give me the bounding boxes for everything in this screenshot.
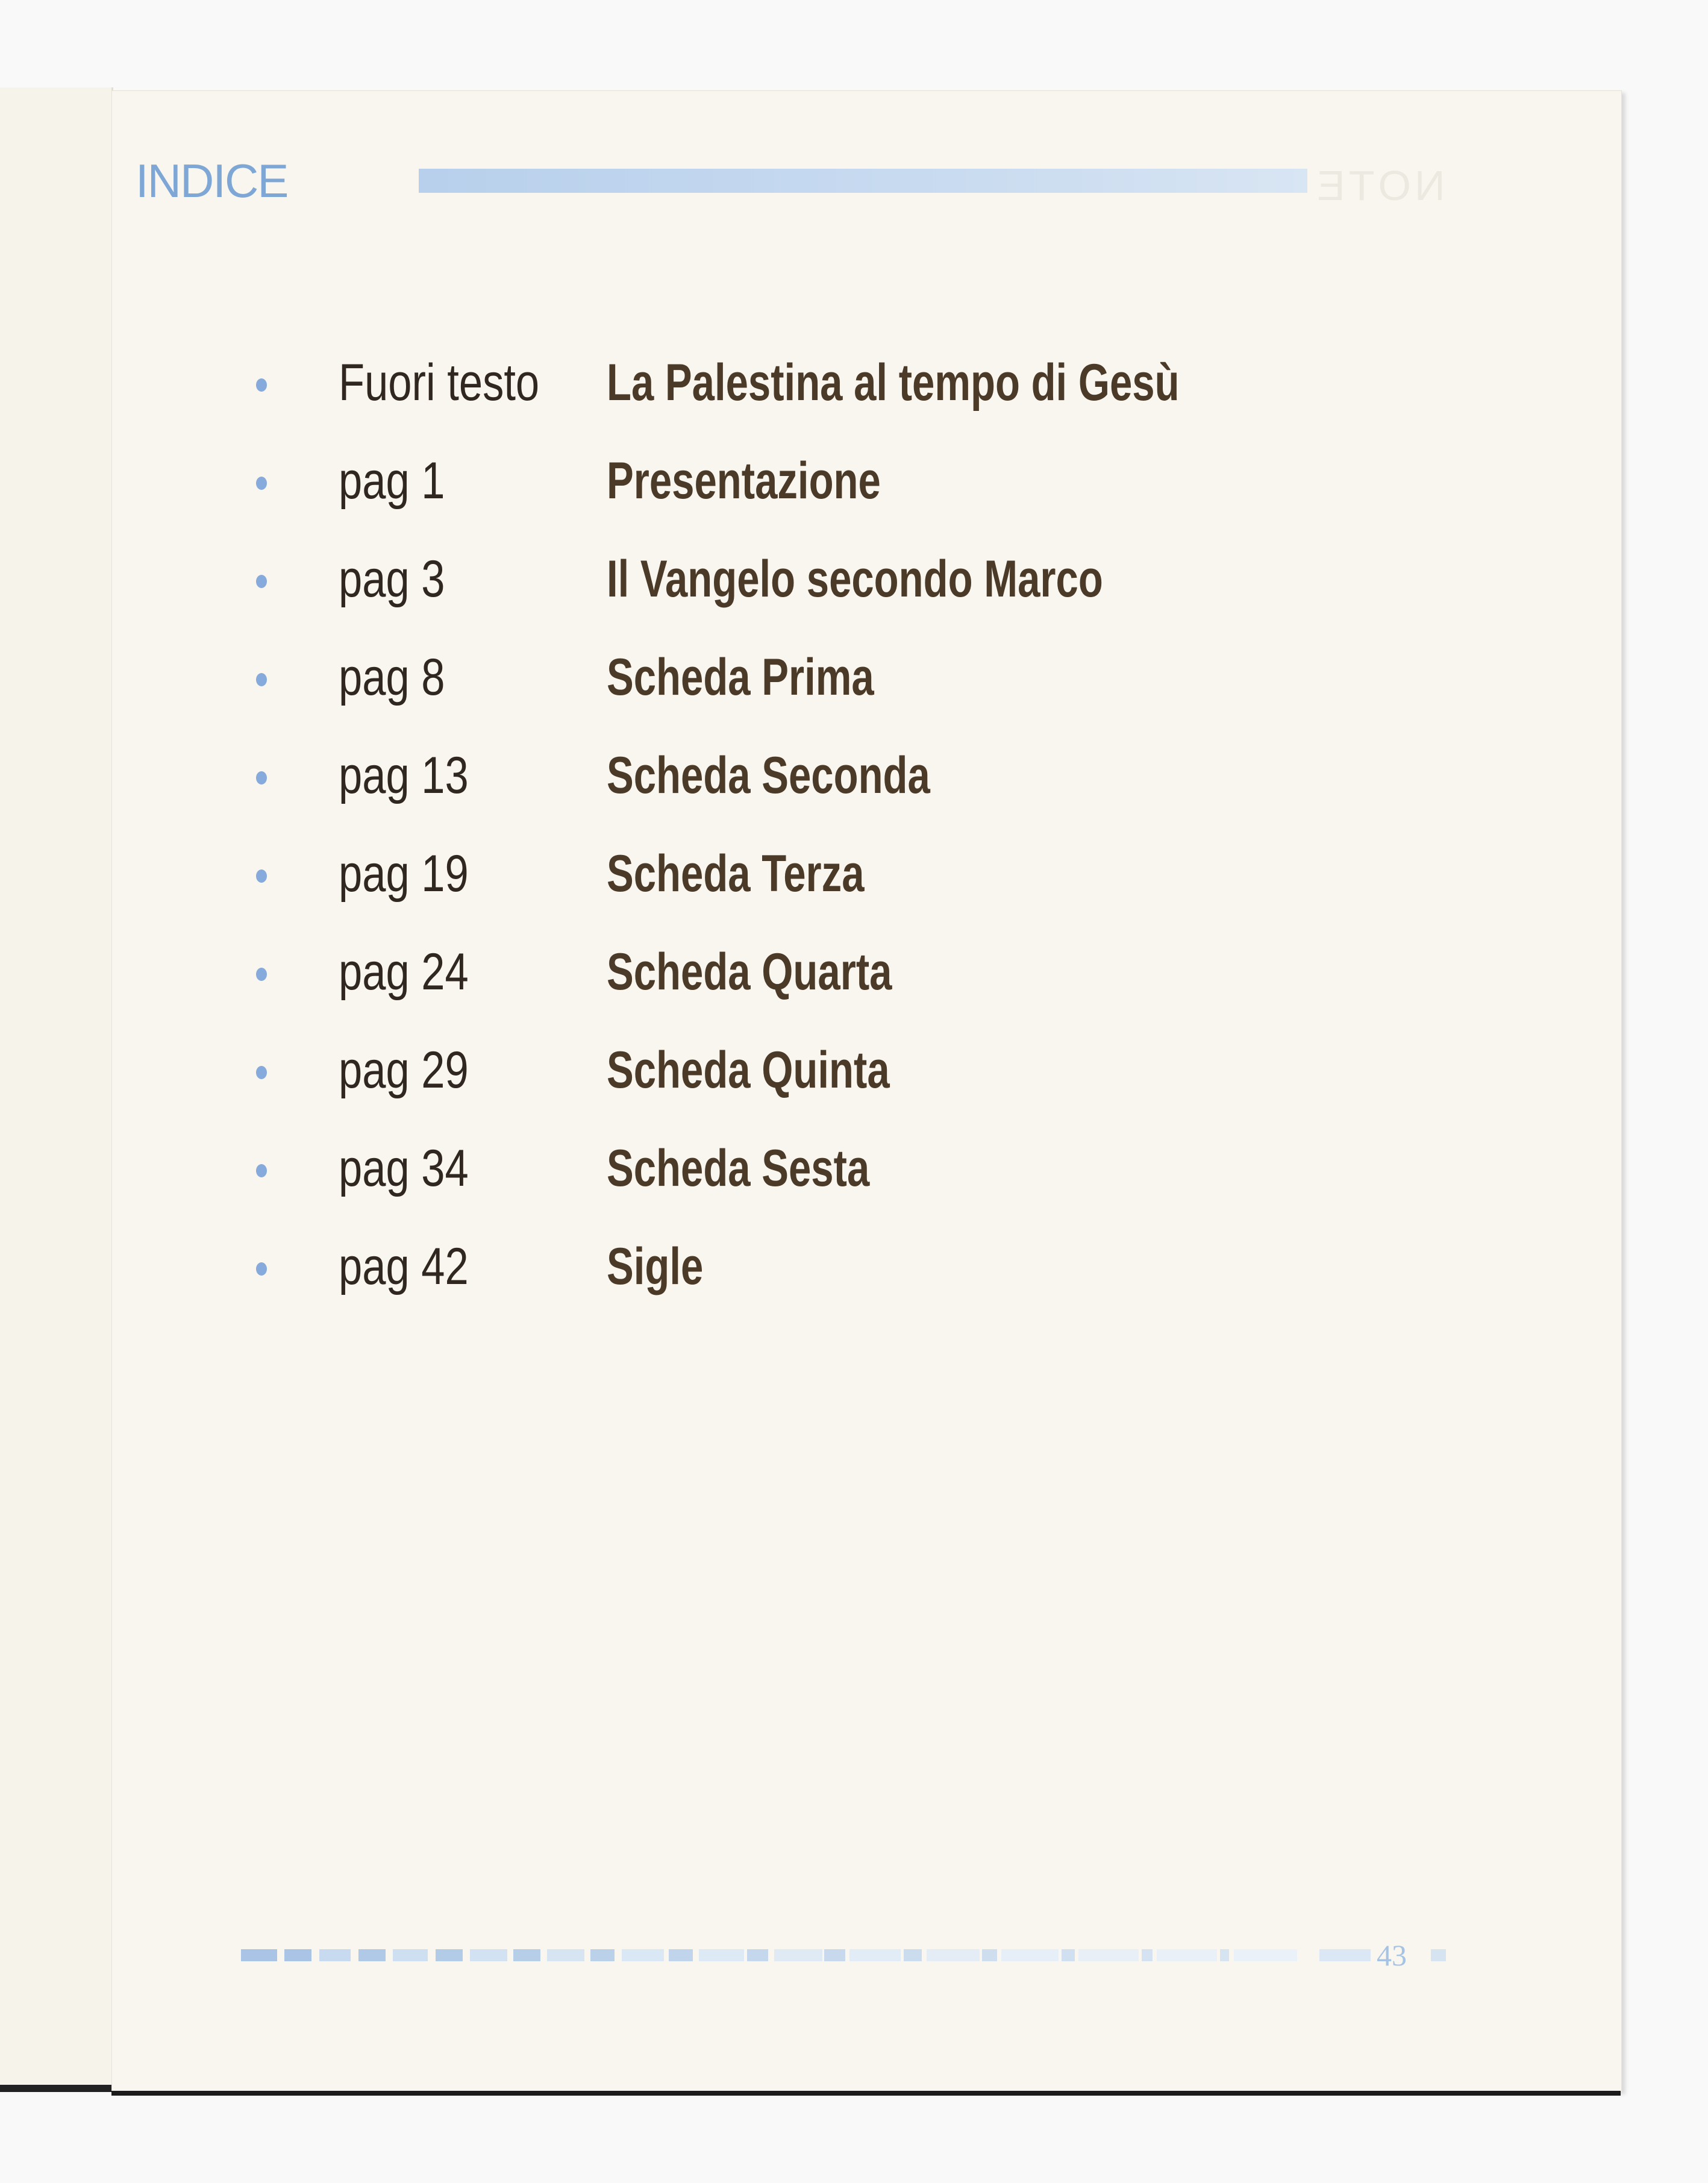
footer-segment: [982, 1949, 997, 1961]
entry-title: Presentazione: [607, 452, 881, 510]
index-entry: [229, 632, 1434, 730]
entry-title: Scheda Terza: [607, 845, 865, 903]
bullet-icon: [256, 1066, 267, 1079]
entry-page-ref: Fuori testo: [339, 354, 540, 412]
page-bottom-edge: [111, 2091, 1621, 2096]
footer-segment: [1157, 1949, 1217, 1961]
index-header: [136, 151, 1461, 211]
index-entry: [229, 436, 1434, 534]
footer-segment: [513, 1949, 540, 1961]
footer-bar: [241, 1938, 1470, 1972]
footer-segment: [927, 1949, 980, 1961]
entry-page-ref: pag 19: [339, 845, 469, 903]
footer-segment: [774, 1949, 822, 1961]
entry-title: Il Vangelo secondo Marco: [607, 550, 1103, 608]
bullet-icon: [256, 869, 267, 883]
entry-page-ref: pag 42: [339, 1238, 469, 1295]
index-entry: [229, 927, 1434, 1025]
entry-title: Scheda Seconda: [607, 747, 930, 804]
bullet-icon: [256, 378, 267, 392]
footer-segment: [1062, 1949, 1075, 1961]
footer-segment: [699, 1949, 744, 1961]
footer-segment: [1234, 1949, 1297, 1961]
index-entry: [229, 730, 1434, 828]
bullet-icon: [256, 673, 267, 686]
bullet-icon: [256, 575, 267, 588]
entry-page-ref: pag 34: [339, 1139, 469, 1197]
footer-segment: [747, 1949, 768, 1961]
entry-page-ref: pag 3: [339, 550, 445, 608]
footer-segment: [241, 1949, 277, 1961]
footer-segment: [284, 1949, 311, 1961]
footer-segment: [622, 1949, 664, 1961]
footer-segment: [547, 1949, 584, 1961]
entry-title: Scheda Quarta: [607, 943, 892, 1001]
page-number: 43: [1377, 1938, 1407, 1972]
bullet-icon: [256, 968, 267, 981]
index-entry: [229, 337, 1434, 436]
footer-segment: [1142, 1949, 1153, 1961]
entry-page-ref: pag 8: [339, 648, 445, 706]
entry-title: Sigle: [607, 1238, 704, 1295]
footer-segment: [436, 1949, 463, 1961]
footer-segment: [590, 1949, 615, 1961]
footer-segment: [849, 1949, 901, 1961]
index-entry: [229, 1025, 1434, 1123]
footer-segment: [1078, 1949, 1139, 1961]
footer-segment: [1001, 1949, 1059, 1961]
entry-title: Scheda Sesta: [607, 1139, 870, 1197]
header-decorative-bar: [419, 169, 1307, 193]
entry-title: La Palestina al tempo di Gesù: [607, 354, 1180, 412]
footer-segment: [358, 1949, 386, 1961]
bullet-icon: [256, 477, 267, 490]
entry-page-ref: pag 1: [339, 452, 445, 510]
footer-segment: [1431, 1949, 1446, 1961]
index-entry: [229, 534, 1434, 632]
index-entry: [229, 1221, 1434, 1320]
entry-title: Scheda Prima: [607, 648, 874, 706]
footer-segment: [669, 1949, 693, 1961]
index-entry: [229, 1123, 1434, 1221]
index-title: INDICE: [136, 154, 288, 207]
bullet-icon: [256, 1164, 267, 1177]
entry-page-ref: pag 29: [339, 1041, 469, 1099]
left-page-edge: [0, 87, 113, 2091]
entry-title: Scheda Quinta: [607, 1041, 890, 1099]
entry-page-ref: pag 24: [339, 943, 469, 1001]
index-list: [229, 337, 1434, 1320]
index-entry: [229, 828, 1434, 927]
bullet-icon: [256, 1262, 267, 1276]
bullet-icon: [256, 771, 267, 785]
footer-segment: [470, 1949, 507, 1961]
left-page-shadow: [0, 2085, 111, 2092]
footer-segment: [319, 1949, 351, 1961]
entry-page-ref: pag 13: [339, 747, 469, 804]
show-through-text: NOTE: [1313, 162, 1445, 209]
footer-segment: [904, 1949, 922, 1961]
footer-segment: [824, 1949, 845, 1961]
footer-segment: [1220, 1949, 1229, 1961]
footer-segment: [393, 1949, 428, 1961]
footer-segment: [1319, 1949, 1371, 1961]
